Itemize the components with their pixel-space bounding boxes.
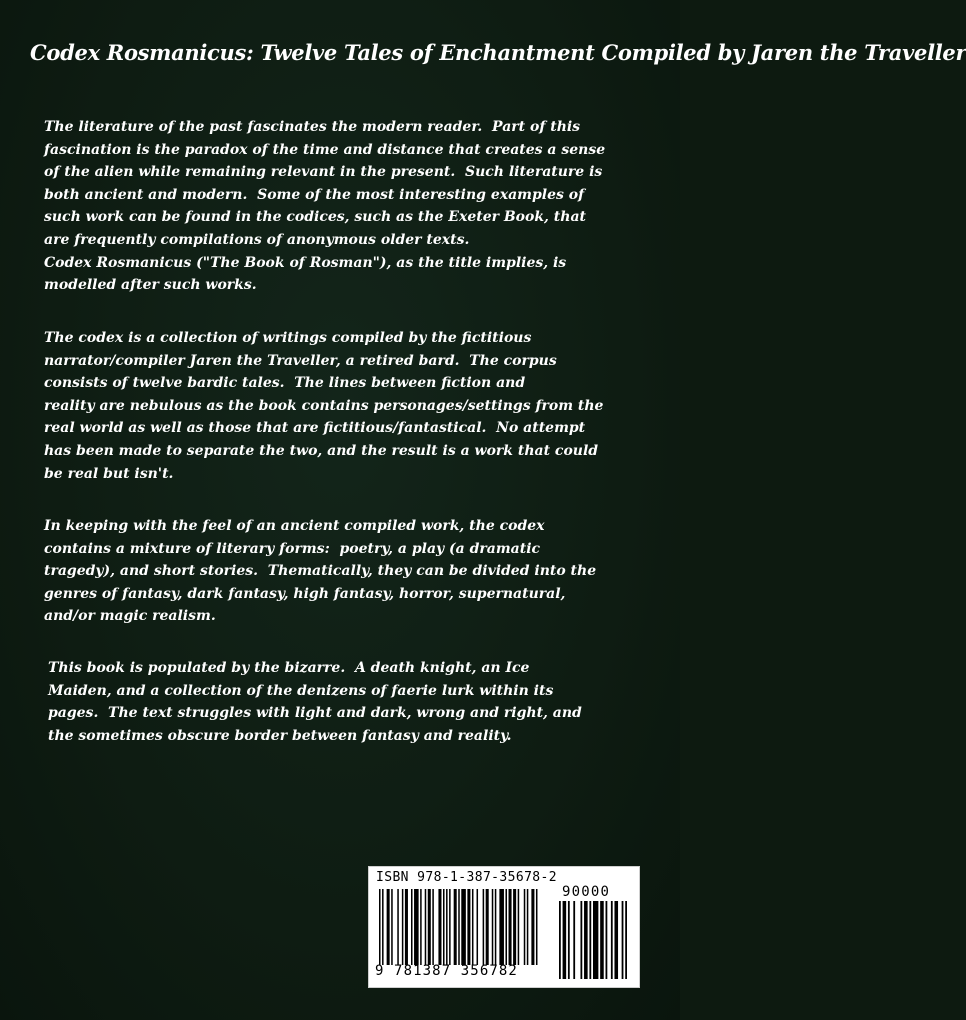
blurb-paragraph-4: This book is populated by the bizarre. A death knight, an Ice Maiden, and a collection of the denizens of faerie lurk within its pages. The text struggles with light and dark, wrong and right, and the sometimes obscure border between fantasy and reality. [48,660,582,744]
blurb-paragraph-3: In keeping with the feel of an ancient compiled work, the codex contains a mixture of literary forms: poetry, a play (a dramatic tragedy), and short stories. Thematically, they can be divided into the genres of fantasy, dark fantasy, high fantasy, horror, supernatural, and/or magic realism. [44,518,597,625]
addon-barcode-bars [559,901,627,979]
ean-digits: 9 781387 356782 [375,963,518,979]
ean-barcode-bars [379,889,539,965]
isbn-barcode [368,866,640,988]
book-title: Codex Rosmanicus: Twelve Tales of Enchantment Compiled by Jaren the Traveller [30,40,966,65]
blurb-paragraph-2: The codex is a collection of writings compiled by the fictitious narrator/compiler Jaren the Traveller, a retired bard. The corpus consists of twelve bardic tales. The lines between fiction and reality are nebulous as the book contains personages/settings from the real world as well as those that are fictitious/fantastical. No attempt has been made to separate the two, and the result is a work that could be real but isn't. [44,330,604,482]
price-code: 90000 [562,884,611,900]
blurb-paragraph-1: The literature of the past fascinates the modern reader. Part of this fascination is the paradox of the time and distance that creates a sense of the alien while remaining relevant in the present. Such literature is both ancient and modern. Some of the most interesting examples of such work can be found in the codices, such as the Exeter Book, that are frequently compilations of anonymous older texts. Codex Rosmanicus ("The Book of Rosman"), as the title implies, is modelled after such works. [44,119,606,294]
isbn-label: ISBN 978-1-387-35678-2 [376,870,557,885]
